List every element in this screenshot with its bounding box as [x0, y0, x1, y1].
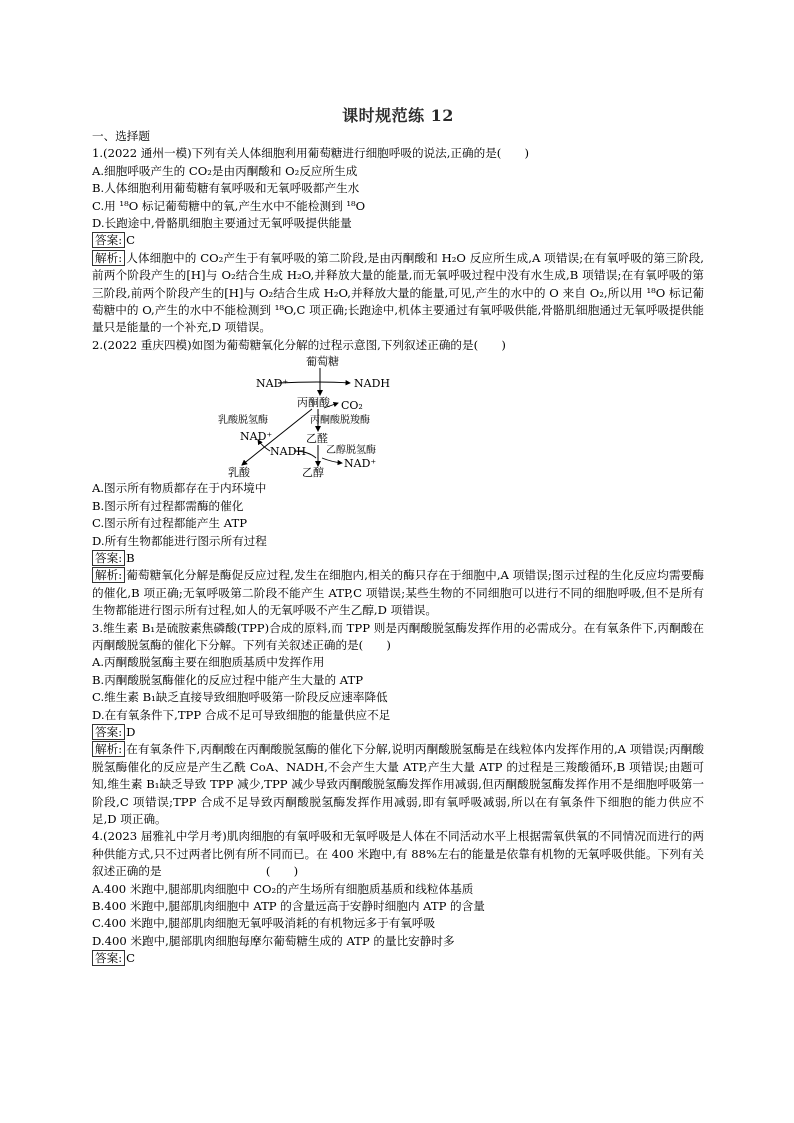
- label-pyruvate-decarboxylase: 丙酮酸脱羧酶: [310, 415, 370, 427]
- question-2-stem: 2.(2022 重庆四模)如图为葡萄糖氧化分解的过程示意图,下列叙述正确的是( ): [92, 337, 506, 352]
- answer-value: B: [126, 550, 135, 565]
- question-1: [92, 145, 704, 336]
- question-3-option-b: B.丙酮酸脱氢酶催化的反应过程中能产生大量的 ATP: [92, 672, 364, 687]
- question-3-option-c: C.维生素 B₁缺乏直接导致细胞呼吸第一阶段反应速率降低: [92, 690, 388, 705]
- question-1-option-a: A.细胞呼吸产生的 CO₂是由丙酮酸和 O₂反应所生成: [92, 163, 358, 178]
- question-4-stem: 4.(2023 届雅礼中学月考)肌肉细胞的有氧呼吸和无氧呼吸是人体在不同活动水平上根据需氧供氧的不同情况而进行的两种供能方式,只不过两者比例有所不同而已。在 400 米跑中,有 88%左右的能量是依靠有机物的无氧呼吸供能。下列有关叙述正确的是 ( ): [92, 829, 704, 879]
- label-pyruvate: 丙酮酸: [297, 396, 330, 410]
- label-nad-plus-3: NAD⁺: [344, 457, 377, 471]
- question-4-option-b: B.400 米跑中,腿部肌肉细胞中 ATP 的含量远高于安静时细胞内 ATP 的含量: [92, 899, 485, 914]
- answer-tag: 答案:: [92, 950, 125, 966]
- answer-tag: 答案:: [92, 550, 125, 566]
- answer-tag: 答案:: [92, 724, 125, 740]
- label-nadh-2: NADH: [270, 445, 306, 459]
- label-alcohol-dehydrogenase: 乙醇脱氢酶: [326, 445, 376, 457]
- question-3-option-a: A.丙酮酸脱氢酶主要在细胞质基质中发挥作用: [92, 655, 325, 670]
- label-nad-plus-2: NAD⁺: [240, 430, 273, 444]
- question-2-option-b: B.图示所有过程都需酶的催化: [92, 498, 244, 513]
- arrow-nad-to-nadh-1: [278, 382, 350, 383]
- label-lactate: 乳酸: [228, 466, 250, 480]
- glucose-oxidation-diagram: [92, 354, 704, 480]
- label-acetaldehyde: 乙醛: [306, 432, 328, 446]
- answer-tag: 答案:: [92, 232, 125, 248]
- section-heading: 一、选择题: [92, 129, 150, 143]
- diagram-svg: [92, 354, 704, 480]
- label-glucose: 葡萄糖: [306, 355, 339, 369]
- question-4-answer: [92, 950, 704, 967]
- answer-value: D: [126, 724, 136, 739]
- analysis-text: 葡萄糖氧化分解是酶促反应过程,发生在细胞内,相关的酶只存在于细胞中,A 项错误;图示过程的生化反应均需要酶的催化,B 项正确;无氧呼吸第二阶段不能产生 ATP,C 项错误;某些生物的不同细胞可以进行不同的细胞呼吸,但不是所有生物都能进行图示所有过程,如人的无氧呼吸不产生乙醇,D 项错误。: [92, 568, 704, 618]
- analysis-tag: 解析:: [92, 250, 125, 266]
- question-2-option-c: C.图示所有过程都能产生 ATP: [92, 516, 248, 531]
- question-1-option-c: C.用 ¹⁸O 标记葡萄糖中的氧,产生水中不能检测到 ¹⁸O: [92, 198, 366, 213]
- question-2-option-a: A.图示所有物质都存在于内环境中: [92, 481, 267, 496]
- question-3: [92, 620, 704, 829]
- label-ethanol: 乙醇: [302, 466, 324, 480]
- question-2-analysis: [92, 567, 704, 619]
- question-3-analysis: [92, 741, 704, 828]
- question-1-answer: [92, 232, 704, 249]
- analysis-tag: 解析:: [92, 567, 125, 583]
- content-body: [92, 128, 704, 968]
- label-co2: CO₂: [341, 399, 363, 413]
- question-4-option-c: C.400 米跑中,腿部肌肉细胞无氧呼吸消耗的有机物远多于有氧呼吸: [92, 916, 436, 931]
- label-nadh-1: NADH: [354, 377, 390, 391]
- question-3-answer: [92, 724, 704, 741]
- arrow-nadh-to-nad-ethanol: [322, 458, 342, 463]
- question-2: [92, 337, 704, 620]
- question-3-option-d: D.在有氧条件下,TPP 合成不足可导致细胞的能量供应不足: [92, 707, 391, 722]
- question-4-option-a: A.400 米跑中,腿部肌肉细胞中 CO₂的产生场所有细胞质基质和线粒体基质: [92, 881, 474, 896]
- label-nad-plus-1: NAD⁺: [256, 377, 289, 391]
- question-4-option-d: D.400 米跑中,腿部肌肉细胞每摩尔葡萄糖生成的 ATP 的量比安静时多: [92, 933, 455, 948]
- page-title: 课时规范练 12: [342, 106, 454, 125]
- question-2-answer: [92, 550, 704, 567]
- analysis-text: 人体细胞中的 CO₂产生于有氧呼吸的第二阶段,是由丙酮酸和 H₂O 反应所生成,A 项错误;在有氧呼吸的第三阶段,前两个阶段产生的[H]与 O₂结合生成 H₂O,并释放大量的能量,而无氧呼吸过程中没有水生成,B 项错误;在有氧呼吸的第三阶段,前两个阶段产生的[H]与 O₂结合生成 H₂O,并释放大量的能量,可见,产生的水中的 O 来自 O₂,所以用 ¹⁸O 标记葡萄糖中的 O,产生的水中不能检测到 ¹⁸O,C 项正确;长跑途中,机体主要通过有氧呼吸供能,骨骼肌细胞通过无氧呼吸提供能量只是能量的一个补充,D 项错误。: [92, 250, 704, 335]
- question-4: [92, 828, 704, 967]
- question-3-stem: 3.维生素 B₁是硫胺素焦磷酸(TPP)合成的原料,而 TPP 则是丙酮酸脱氢酶发挥作用的必需成分。在有氧条件下,丙酮酸在丙酮酸脱氢酶的催化下分解。下列有关叙述正确的是( ): [92, 620, 704, 652]
- label-lactate-dehydrogenase: 乳酸脱氢酶: [218, 415, 268, 427]
- answer-value: C: [126, 951, 135, 966]
- analysis-tag: 解析:: [92, 741, 125, 757]
- answer-value: C: [126, 233, 135, 248]
- question-1-option-b: B.人体细胞利用葡萄糖有氧呼吸和无氧呼吸都产生水: [92, 181, 360, 196]
- question-1-option-d: D.长跑途中,骨骼肌细胞主要通过无氧呼吸提供能量: [92, 216, 352, 231]
- analysis-text: 在有氧条件下,丙酮酸在丙酮酸脱氢酶的催化下分解,说明丙酮酸脱氢酶是在线粒体内发挥作用的,A 项错误;丙酮酸脱氢酶催化的反应是产生乙酰 CoA、NADH,不会产生大量 ATP,产生大量 ATP 的过程是三羧酸循环,B 项错误;由题可知,维生素 B₁缺乏导致 TPP 减少,TPP 减少导致丙酮酸脱氢酶发挥作用减弱,但丙酮酸脱氢酶发挥作用不是细胞呼吸第一阶段,C 项错误;TPP 合成不足导致丙酮酸脱氢酶发挥作用减弱,即有氧呼吸减弱,所以在有氧条件下细胞的能力供应不足,D 项正确。: [92, 742, 704, 826]
- question-1-stem: 1.(2022 通州一模)下列有关人体细胞利用葡萄糖进行细胞呼吸的说法,正确的是( ): [92, 146, 530, 161]
- question-2-option-d: D.所有生物都能进行图示所有过程: [92, 533, 267, 548]
- question-1-analysis: [92, 250, 704, 337]
